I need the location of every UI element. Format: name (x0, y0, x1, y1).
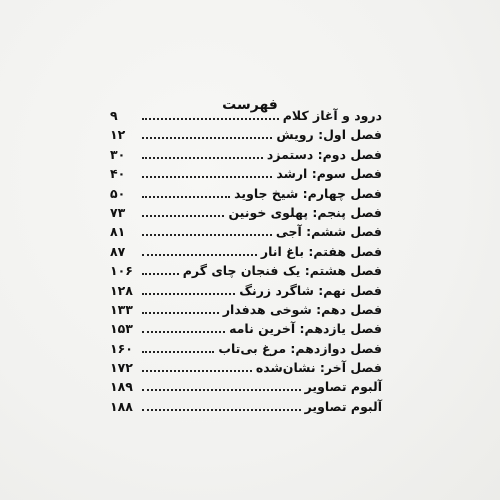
toc-page-number: ۴۰ (110, 166, 126, 182)
toc-page-number: ۷۳ (110, 204, 126, 220)
toc-entry (110, 186, 382, 205)
toc-leader-dots (142, 408, 301, 411)
toc-entry (110, 379, 382, 398)
toc-page-number: ۱۸۹ (110, 379, 133, 395)
toc-leader-dots (142, 330, 225, 333)
toc-leader-dots (142, 136, 272, 139)
toc-entry (110, 224, 382, 243)
toc-title: فهرست (222, 97, 278, 113)
toc-leader-dots (142, 195, 230, 198)
toc-page-number: ۱۲ (110, 127, 126, 143)
toc-entry-label: فصل دوم: دستمزد (266, 146, 382, 162)
toc-leader-dots (142, 214, 224, 217)
toc-leader-dots (142, 292, 235, 295)
toc-leader-dots (142, 117, 279, 120)
toc-entry (110, 283, 382, 302)
toc-entry-label: درود و آغاز کلام (282, 108, 382, 123)
toc-entry (110, 360, 382, 379)
toc-entry (110, 321, 382, 340)
toc-entry-label: فصل پنجم: پهلوی خونین (228, 204, 382, 220)
toc-leader-dots (142, 156, 263, 159)
toc-page-number: ۱۸۸ (110, 398, 133, 414)
toc-page-number: ۸۱ (110, 224, 126, 240)
toc-entry-label: آلبوم تصاویر (304, 398, 382, 414)
toc-leader-dots (142, 369, 252, 372)
toc-leader-dots (142, 233, 272, 236)
toc-entry-label: فصل ششم: آجی (275, 224, 382, 240)
toc-entry-label: فصل هفتم: باغ انار (260, 243, 382, 259)
toc-leader-dots (142, 311, 219, 314)
toc-leader-dots (142, 350, 214, 353)
toc-entry (110, 263, 382, 282)
toc-entry-label: فصل دهم: شوخی هدفدار (222, 301, 382, 317)
table-of-contents (110, 108, 382, 418)
toc-leader-dots (142, 388, 301, 391)
toc-page-number: ۳۰ (110, 146, 126, 162)
toc-entry (110, 108, 382, 127)
toc-page-number: ۱۷۲ (110, 360, 133, 376)
toc-page-number: ۸۷ (110, 243, 126, 259)
toc-entry (110, 399, 382, 418)
toc-entry-label: فصل دوازدهم: مرغ بی‌تاب (218, 340, 382, 356)
toc-leader-dots (142, 272, 179, 275)
toc-entry (110, 302, 382, 321)
toc-entry-label: فصل سوم: ارشد (276, 166, 382, 182)
toc-page-number: ۱۲۸ (110, 282, 133, 298)
toc-page-number: ۱۰۶ (110, 263, 133, 279)
toc-entry-label: فصل آخر: نشان‌شده (255, 360, 382, 376)
toc-entry (110, 127, 382, 146)
toc-page-number: ۱۶۰ (110, 340, 133, 356)
toc-leader-dots (142, 175, 272, 178)
toc-entry (110, 244, 382, 263)
toc-entry (110, 341, 382, 360)
toc-entry-label: آلبوم تصاویر (304, 379, 382, 395)
toc-page-number: ۱۳۳ (110, 301, 133, 317)
toc-entry-label: فصل نهم: شاگرد زرنگ (239, 282, 382, 298)
toc-page-number: ۱۵۳ (110, 321, 133, 337)
toc-entry (110, 147, 382, 166)
toc-page-number: ۹ (110, 108, 118, 123)
toc-entry-label: فصل یازدهم: آخرین نامه (229, 321, 382, 337)
toc-page-number: ۵۰ (110, 185, 126, 201)
toc-entry (110, 205, 382, 224)
toc-leader-dots (142, 253, 257, 256)
toc-entry-label: فصل اول: رویش (276, 127, 382, 143)
toc-entry-label: فصل چهارم: شیخ جاوید (234, 185, 382, 201)
toc-entry-label: فصل هشتم: یک فنجان چای گرم (182, 263, 382, 279)
toc-entry (110, 166, 382, 185)
